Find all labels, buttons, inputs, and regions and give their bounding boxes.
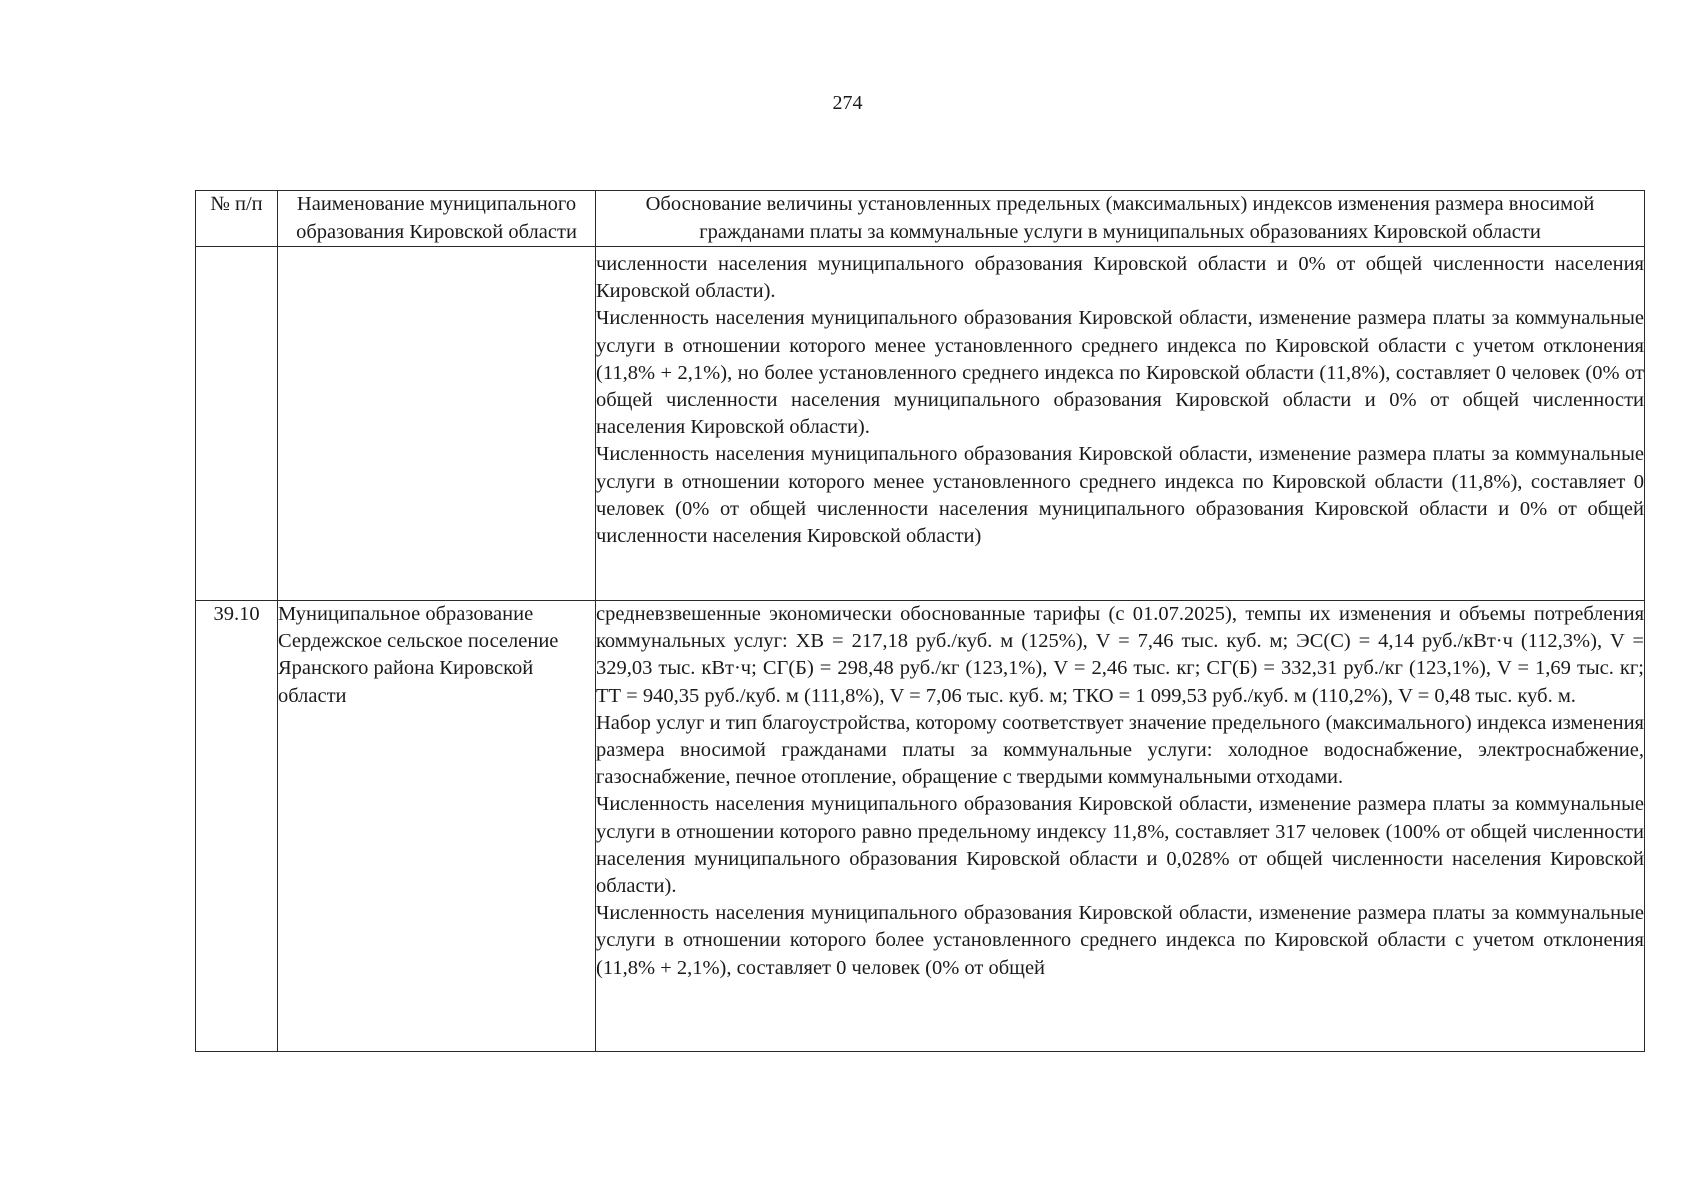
header-municipality-name: Наименование муниципального образования Кировской области [278,191,596,247]
municipality-name: Муниципальное образование Сердежское сельское поселение Яранского района Кировской области [278,601,596,1052]
table-row [196,601,1645,1052]
page-number: 274 [832,92,863,114]
justification-paragraph: Набор услуг и тип благоустройства, которому соответствует значение предельного (максимального) индекса изменения размера вносимой гражданами платы за коммунальные услуги: холодное водоснабжение, электроснабжение, газоснабжение, печное отопление, обращение с твердыми коммунальными отходами. [596,711,1644,789]
justification-paragraph: численности населения муниципального образования Кировской области и 0% от общей численности населения Кировской области). [596,253,1644,303]
justification-paragraph: Численность населения муниципального образования Кировской области, изменение размера платы за коммунальные услуги в отношении которого менее установленного среднего индекса по Кировской области с учетом отклонения (11,8% + 2,1%), но более установленного среднего индекса по Кировской области (11,8%), составляет 0 человек (0% от общей численности населения муниципального образования Кировской области и 0% от общей численности населения Кировской области). [596,307,1644,439]
justification-paragraph: Численность населения муниципального образования Кировской области, изменение размера платы за коммунальные услуги в отношении которого равно предельному индексу 11,8%, составляет 317 человек (100% от общей численности населения муниципального образования Кировской области и 0,028% от общей численности населения Кировской области). [596,793,1644,898]
justification-text [596,247,1645,601]
justification-table [195,190,1645,1052]
municipality-name [278,247,596,601]
table-header-row [196,191,1645,247]
header-justification: Обоснование величины установленных предельных (максимальных) индексов изменения размера вносимой гражданами платы за коммунальные услуги в муниципальных образованиях Кировской области [596,191,1645,247]
justification-paragraph: Численность населения муниципального образования Кировской области, изменение размера платы за коммунальные услуги в отношении которого более установленного среднего индекса по Кировской области с учетом отклонения (11,8% + 2,1%), составляет 0 человек (0% от общей [596,902,1644,979]
justification-paragraph: средневзвешенные экономически обоснованные тарифы (с 01.07.2025), темпы их изменения и объемы потребления коммунальных услуг: ХВ = 217,18 руб./куб. м (125%), V = 7,46 тыс. куб. м; ЭС(С) = 4,14 руб./кВт·ч (112,3%), V = 329,03 тыс. кВт·ч; СГ(Б) = 298,48 руб./кг (123,1%), V = 2,46 тыс. кг; СГ(Б) = 332,31 руб./кг (123,1%), V = 1,69 тыс. кг; ТТ = 940,35 руб./куб. м (111,8%), V = 7,06 тыс. куб. м; ТКО = 1 099,53 руб./куб. м (110,2%), V = 0,48 тыс. куб. м. [596,603,1644,707]
row-number [196,247,278,601]
row-number: 39.10 [196,601,278,1052]
header-number: № п/п [196,191,278,247]
justification-text [596,601,1645,1052]
table-row [196,247,1645,601]
justification-paragraph: Численность населения муниципального образования Кировской области, изменение размера платы за коммунальные услуги в отношении которого менее установленного среднего индекса по Кировской области (11,8%), составляет 0 человек (0% от общей численности населения муниципального образования Кировской области и 0% от общей численности населения Кировской области) [596,443,1644,548]
